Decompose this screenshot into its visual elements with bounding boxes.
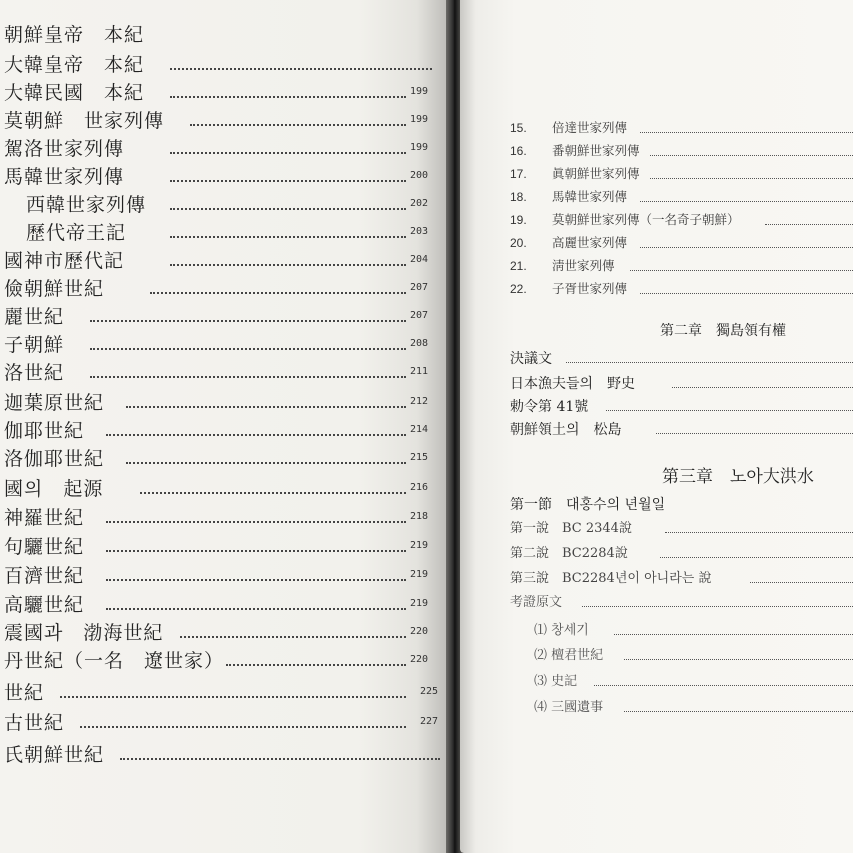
toc-leader-dots [656,429,853,434]
chapter-heading: 第二章 獨島領有權 [660,323,786,339]
section-heading: 第一節 대홍수의 년월일 [510,497,666,513]
toc-leader-dots [180,630,406,638]
toc-page-number: 225 [420,686,439,697]
toc-entry-title: 高驪世紀 [4,594,85,616]
chapter-heading: 第三章 노아大洪水 [662,467,814,487]
toc-page-number: 220 [410,654,429,665]
list-item [510,592,853,614]
item-title: 朝鮮領土의 松島 [510,422,622,438]
item-title: ⑴ 창세기 [534,623,589,638]
list-item [510,518,853,540]
toc-entry [0,446,440,476]
toc-leader-dots [120,752,440,760]
item-number: 21. [510,259,527,273]
toc-leader-dots [170,62,432,70]
toc-entry [0,648,440,678]
list-item [460,141,853,163]
item-title: 第二說 BC2284說 [510,546,628,561]
toc-leader-dots [150,286,406,294]
toc-leader-dots [90,342,406,350]
toc-leader-dots [170,230,406,238]
list-item [460,279,853,301]
toc-leader-dots [650,151,853,156]
toc-entry [0,742,440,772]
list-item [534,645,853,667]
toc-leader-dots [80,720,406,728]
toc-page-number: 219 [410,598,429,609]
item-title: 第一說 BC 2344說 [510,521,632,536]
toc-leader-dots [594,681,853,686]
toc-entry [0,332,440,362]
toc-leader-dots [90,370,406,378]
toc-leader-dots [614,630,853,635]
toc-entry-title: 氏朝鮮世紀 [4,744,105,766]
toc-leader-dots [226,658,406,666]
list-item [534,697,853,719]
toc-entry-title: 伽耶世紀 [4,420,85,442]
toc-entry-title: 丹世紀（一名 遼世家） [4,650,225,672]
toc-entry-title: 歷代帝王記 [26,222,127,244]
toc-leader-dots [582,602,853,607]
list-item [460,233,853,255]
toc-page-number: 199 [410,142,429,153]
toc-leader-dots [750,578,853,583]
toc-entry [0,164,440,194]
toc-leader-dots [90,314,406,322]
toc-leader-dots [170,174,406,182]
item-title: 番朝鮮世家列傳 [552,143,640,158]
toc-leader-dots [190,118,406,126]
item-title: 高麗世家列傳 [552,235,628,250]
toc-entry-title: 洛世紀 [4,362,65,384]
toc-entry-title: 古世紀 [4,712,65,734]
item-number: 22. [510,282,527,296]
toc-leader-dots [640,197,853,202]
toc-leader-dots [106,573,406,581]
item-number: 15. [510,121,527,135]
toc-entry-title: 子朝鮮 [4,334,65,356]
toc-leader-dots [640,128,853,133]
toc-entry-title: 洛伽耶世紀 [4,448,105,470]
toc-entry [0,248,440,278]
item-title: 莫朝鮮世家列傳（一名奇子朝鮮） [552,212,740,227]
toc-leader-dots [650,174,853,179]
toc-leader-dots [624,655,853,660]
toc-leader-dots [170,202,406,210]
toc-page-number: 200 [410,170,429,181]
toc-entry-title: 神羅世紀 [4,507,85,529]
toc-entry [0,192,440,222]
toc-page-number: 203 [410,226,429,237]
toc-page-number: 216 [410,482,429,493]
toc-entry-title: 朝鮮皇帝 本紀 [4,24,145,46]
toc-page-number: 218 [410,511,429,522]
item-title: 眞朝鮮世家列傳 [552,166,640,181]
toc-leader-dots [126,400,406,408]
toc-entry-title: 大韓民國 本紀 [4,82,145,104]
toc-entry-title: 國의 起源 [4,478,104,500]
toc-entry [0,592,440,622]
item-number: 17. [510,167,527,181]
toc-page-number: 199 [410,86,429,97]
toc-entry [0,620,440,650]
toc-leader-dots [106,602,406,610]
toc-entry-title: 莫朝鮮 世家列傳 [4,110,165,132]
toc-entry-title: 儉朝鮮世紀 [4,278,105,300]
item-number: 20. [510,236,527,250]
toc-entry-title: 句驪世紀 [4,536,85,558]
list-item [510,568,853,590]
toc-entry-title: 麗世紀 [4,306,65,328]
item-title: 馬韓世家列傳 [552,189,628,204]
list-item [460,164,853,186]
toc-entry-title: 震國과 渤海世紀 [4,622,164,644]
item-title: 勅令第 41號 [510,399,589,415]
toc-page-number: 204 [410,254,429,265]
toc-leader-dots [630,266,853,271]
toc-leader-dots [106,544,406,552]
list-item [460,187,853,209]
toc-entry-title: 馬韓世家列傳 [4,166,125,188]
item-number: 18. [510,190,527,204]
toc-entry-title: 國神市歷代記 [4,250,125,272]
toc-page-number: 227 [420,716,439,727]
toc-leader-dots [606,406,853,411]
toc-leader-dots [672,383,853,388]
toc-leader-dots [660,553,853,558]
toc-leader-dots [106,428,406,436]
toc-entry [0,476,440,506]
list-item [460,256,853,278]
toc-leader-dots [624,707,853,712]
toc-entry [0,563,440,593]
toc-entry [0,418,440,448]
toc-entry-title: 大韓皇帝 本紀 [4,54,145,76]
item-title: 決議文 [510,351,552,367]
toc-leader-dots [126,456,406,464]
toc-entry [0,220,440,250]
toc-page-number: 199 [410,114,429,125]
toc-entry [0,360,440,390]
list-item [460,118,853,140]
toc-leader-dots [640,289,853,294]
toc-entry [0,710,440,740]
toc-entry-title: 駕洛世家列傳 [4,138,125,160]
toc-entry [0,136,440,166]
list-item [510,348,853,370]
toc-page-number: 207 [410,310,429,321]
list-item [534,620,853,642]
item-title: ⑷ 三國遺事 [534,700,604,715]
toc-page-number: 214 [410,424,429,435]
item-number: 16. [510,144,527,158]
toc-page-number: 211 [410,366,429,377]
toc-entry [0,52,440,82]
item-title: 子胥世家列傳 [552,281,628,296]
toc-leader-dots [60,690,406,698]
list-item [510,419,853,441]
toc-page-number: 208 [410,338,429,349]
list-item [460,210,853,232]
toc-entry [0,680,440,710]
item-title: 日本漁夫들의 野史 [510,376,636,392]
list-item [510,373,853,395]
toc-page-number: 202 [410,198,429,209]
toc-entry [0,390,440,420]
toc-entry-title: 迦葉原世紀 [4,392,105,414]
toc-entry [0,108,440,138]
toc-page-number: 215 [410,452,429,463]
list-item [510,543,853,565]
toc-leader-dots [765,220,853,225]
toc-leader-dots [170,258,406,266]
item-title: 倍達世家列傳 [552,120,628,135]
toc-entry [0,534,440,564]
item-title: 第三說 BC2284년이 아니라는 說 [510,571,712,586]
item-number: 19. [510,213,527,227]
toc-leader-dots [106,515,406,523]
list-item [510,396,853,418]
toc-entry-title: 世紀 [4,682,45,704]
toc-leader-dots [665,528,853,533]
item-title: 淸世家列傳 [552,258,615,273]
toc-leader-dots [170,90,406,98]
toc-page-number: 212 [410,396,429,407]
toc-entry-title: 西韓世家列傳 [26,194,147,216]
toc-entry-title: 百濟世紀 [4,565,85,587]
toc-page-number: 219 [410,540,429,551]
toc-leader-dots [140,486,406,494]
toc-entry [0,80,440,110]
item-title: ⑵ 檀君世紀 [534,648,604,663]
toc-leader-dots [640,243,853,248]
toc-page-number: 220 [410,626,429,637]
toc-page-number: 207 [410,282,429,293]
item-title: 考證原文 [510,595,563,610]
item-title: ⑶ 史記 [534,674,578,689]
list-item [534,671,853,693]
toc-entry [0,304,440,334]
toc-page-number: 219 [410,569,429,580]
toc-leader-dots [566,358,853,363]
toc-leader-dots [170,146,406,154]
toc-entry [0,505,440,535]
right-page [460,0,853,853]
toc-entry [0,22,440,52]
toc-entry [0,276,440,306]
